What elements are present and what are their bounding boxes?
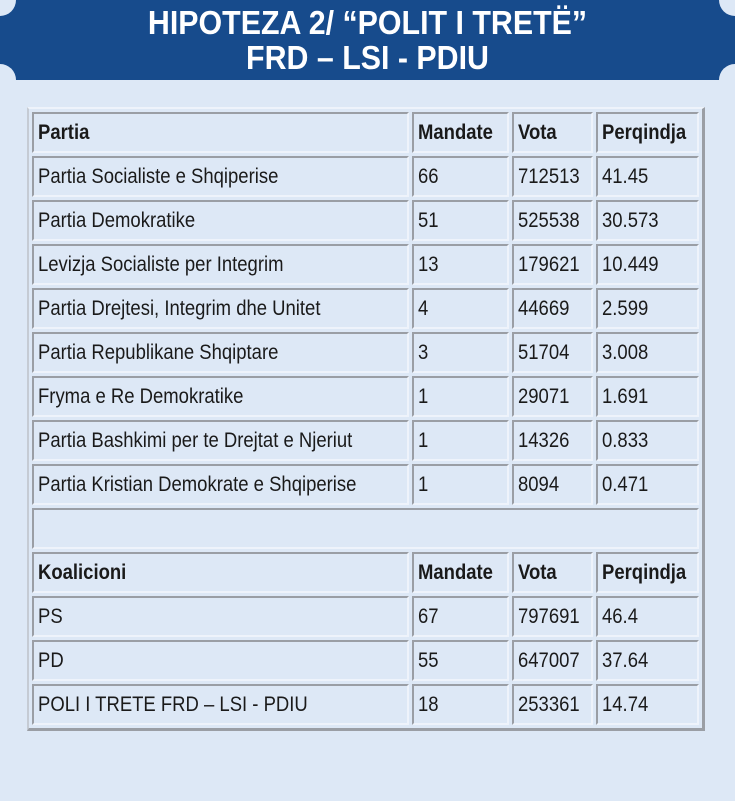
coalition-votes: 647007: [512, 640, 593, 681]
party-mandate: 3: [412, 332, 509, 373]
party-percent: 10.449: [596, 244, 699, 285]
banner-notch: [0, 64, 16, 96]
party-votes: 525538: [512, 200, 593, 241]
table-row: [32, 640, 699, 681]
party-name: Partia Demokratike: [32, 200, 409, 241]
party-votes: 712513: [512, 156, 593, 197]
party-percent: 2.599: [596, 288, 699, 329]
results-table: [27, 107, 705, 731]
table-row: [32, 332, 699, 373]
title-banner: [0, 0, 735, 80]
coalitions-header-row: [32, 552, 699, 593]
party-mandate: 1: [412, 420, 509, 461]
coalition-percent: 37.64: [596, 640, 699, 681]
party-percent: 41.45: [596, 156, 699, 197]
party-name: Fryma e Re Demokratike: [32, 376, 409, 417]
coalition-mandate: 67: [412, 596, 509, 637]
party-votes: 14326: [512, 420, 593, 461]
party-name: Partia Kristian Demokrate e Shqiperise: [32, 464, 409, 505]
header-partia: Partia: [32, 112, 409, 153]
coalition-votes: 253361: [512, 684, 593, 725]
banner-notch: [0, 0, 16, 16]
coalition-name: PD: [32, 640, 409, 681]
party-votes: 179621: [512, 244, 593, 285]
table-row: [32, 156, 699, 197]
header-koalicioni: Koalicioni: [32, 552, 409, 593]
table-row: [32, 420, 699, 461]
party-mandate: 66: [412, 156, 509, 197]
coalition-votes: 797691: [512, 596, 593, 637]
party-votes: 29071: [512, 376, 593, 417]
header-vota: Vota: [512, 552, 593, 593]
coalition-percent: 46.4: [596, 596, 699, 637]
table-row: [32, 200, 699, 241]
header-mandate: Mandate: [412, 112, 509, 153]
party-name: Partia Bashkimi per te Drejtat e Njeriut: [32, 420, 409, 461]
table-row: [32, 684, 699, 725]
party-name: Partia Socialiste e Shqiperise: [32, 156, 409, 197]
party-percent: 3.008: [596, 332, 699, 373]
party-percent: 0.471: [596, 464, 699, 505]
party-votes: 8094: [512, 464, 593, 505]
party-votes: 51704: [512, 332, 593, 373]
table-row: [32, 376, 699, 417]
table-row: [32, 596, 699, 637]
party-mandate: 13: [412, 244, 509, 285]
coalition-mandate: 55: [412, 640, 509, 681]
table-row: [32, 244, 699, 285]
party-percent: 0.833: [596, 420, 699, 461]
coalition-name: PS: [32, 596, 409, 637]
party-mandate: 1: [412, 464, 509, 505]
spacer-row: [32, 508, 699, 549]
party-mandate: 51: [412, 200, 509, 241]
party-mandate: 1: [412, 376, 509, 417]
empty-cell: [32, 508, 699, 549]
party-percent: 1.691: [596, 376, 699, 417]
banner-notch: [719, 64, 735, 96]
banner-subtitle: FRD – LSI - PDIU: [246, 39, 489, 76]
coalition-name: POLI I TRETE FRD – LSI - PDIU: [32, 684, 409, 725]
header-mandate: Mandate: [412, 552, 509, 593]
banner-title: HIPOTEZA 2/ “POLIT I TRETË”: [147, 4, 588, 41]
party-name: Partia Republikane Shqiptare: [32, 332, 409, 373]
coalition-percent: 14.74: [596, 684, 699, 725]
table-row: [32, 288, 699, 329]
header-perqindja: Perqindja: [596, 552, 699, 593]
banner-notch: [719, 0, 735, 16]
party-name: Partia Drejtesi, Integrim dhe Unitet: [32, 288, 409, 329]
header-vota: Vota: [512, 112, 593, 153]
party-name: Levizja Socialiste per Integrim: [32, 244, 409, 285]
coalition-mandate: 18: [412, 684, 509, 725]
party-votes: 44669: [512, 288, 593, 329]
party-mandate: 4: [412, 288, 509, 329]
header-perqindja: Perqindja: [596, 112, 699, 153]
parties-header-row: [32, 112, 699, 153]
party-percent: 30.573: [596, 200, 699, 241]
table-row: [32, 464, 699, 505]
